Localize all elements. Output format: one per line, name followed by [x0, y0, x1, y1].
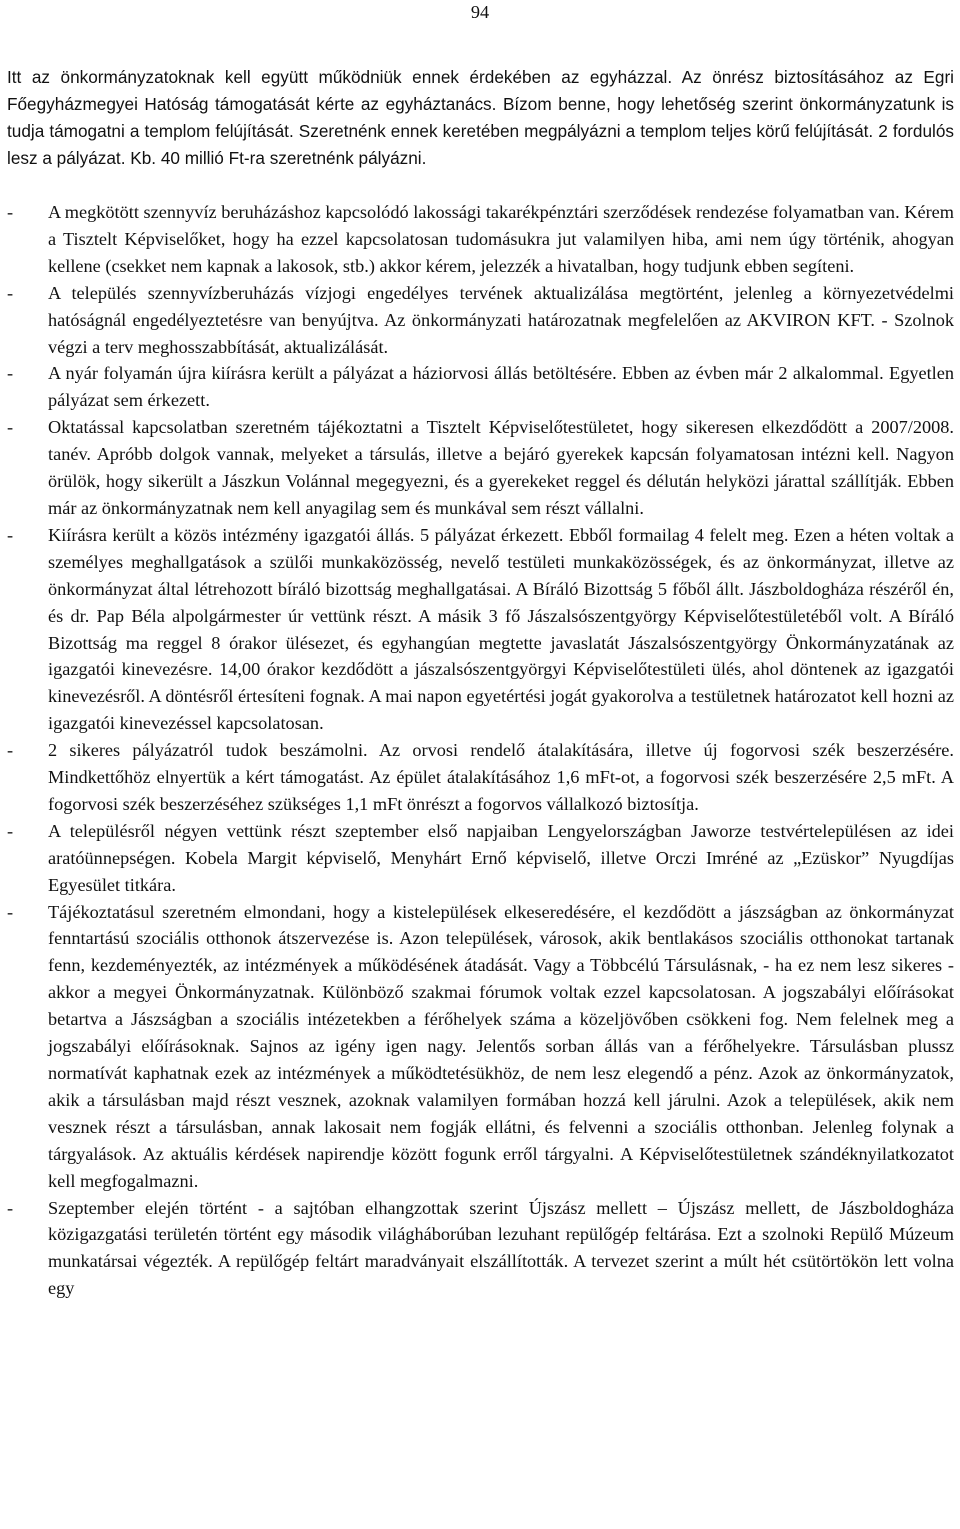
- list-item: [7, 280, 954, 361]
- list-item: [7, 414, 954, 522]
- list-item-text: A nyár folyamán újra kiírásra került a pályázat a háziorvosi állás betöltésére. Ebben az évben már 2 alkalommal. Egyetlen pályázat sem érkezett.: [48, 363, 954, 411]
- list-item-text: Kiírásra került a közös intézmény igazgatói állás. 5 pályázat érkezett. Ebből formailag 4 felelt meg. Ezen a héten voltak a személyes meghallgatások a szülői munkaközösség, nevelő testületi munkaközösségek, és az önkormányzat, illetve az önkormányzat által létrehozott bíráló bizottság meghallgatásai. A Bíráló Bizottság 5 főből állt. Jászboldogháza részéről én, és dr. Pap Béla alpolgármester úr vettünk részt. A másik 3 fő Jászalsószentgyörgy Képviselőtestületéből volt. A Bíráló Bizottság ma reggel 8 órakor ülésezet, és egyhangúan megtette javaslatát Jászalsószentgyörgy Önkormányzatának az igazgatói kinevezésre. 14,00 órakor kezdődött a jászalsószentgyörgyi Képviselőtestületi ülés, ahol döntenek az igazgatói kinevezésről. A döntésről értesíteni fognak. A mai napon egyetértési jogát gyakorolva a testületnek határozatot kell hozni az igazgatói kinevezéssel kapcsolatosan.: [48, 524, 954, 734]
- bullet-dash: -: [7, 524, 14, 545]
- bullet-dash: -: [7, 417, 14, 438]
- list-item: [7, 199, 954, 280]
- bullet-dash: -: [7, 901, 14, 922]
- list-item-text: A település szennyvízberuházás vízjogi engedélyes tervének aktualizálása megtörtént, jelenleg a környezetvédelmi hatóságnál engedélyeztetésre van benyújtva. Az önkormányzati határozatnak megfelelően az AKVIRON KFT. - Szolnok végzi a terv meghosszabbítását, aktualizálását.: [48, 282, 954, 357]
- list-item: [7, 899, 954, 1195]
- list-item: [7, 360, 954, 414]
- bullet-dash: -: [7, 363, 14, 384]
- list-item-text: 2 sikeres pályázatról tudok beszámolni. Az orvosi rendelő átalakítására, illetve új fogorvosi szék beszerzésére. Mindkettőhöz elnyertük a kért támogatást. Az épület átalakításához 1,6 mFt-ot, a fogorvosi szék beszerzésére 2,5 mFt. A fogorvosi szék beszerzéséhez szükséges 1,1 mFt önrészt a fogorvos vállalkozó biztosítja.: [48, 740, 954, 814]
- list-item: [7, 522, 954, 737]
- bullet-dash: -: [7, 1197, 14, 1218]
- list-item-text: Szeptember elején történt - a sajtóban elhangzottak szerint Újszász mellett – Újszász mellett, de Jászboldogháza közigazgatási területén történt egy második világháborúban lezuhant repülőgép feltárása. Ezt a szolnoki Repülő Múzeum munkatársai végezték. A repülőgép feltárt maradványait elszállították. A tervezet szerint a múlt hét csütörtökön lett volna egy: [48, 1197, 954, 1299]
- bullet-dash: -: [7, 282, 14, 303]
- bullet-dash: -: [7, 820, 14, 841]
- list-item-text: Oktatással kapcsolatban szeretném tájékoztatni a Tisztelt Képviselőtestületet, hogy sikeresen elkezdődött a 2007/2008. tanév. Apróbb dolgok vannak, melyeket a társulás, illetve a bejáró gyerekek kapcsán folyamatosan intézni kell. Nagyon örülök, hogy sikerült a Jászkun Volánnal megegyezni, és a gyerekeket reggel és délután helyközi járattal szállítják. Ebben már az önkormányzatnak nem kell anyagilag sem és munkával sem részt vállalni.: [48, 417, 954, 518]
- list-item: [7, 818, 954, 899]
- list-item-text: Tájékoztatásul szeretném elmondani, hogy a kistelepülések elkeseredésére, el kezdődött a jászságban az önkormányzat fenntartású szociális otthonok átszervezése is. Azon települések, városok, akik bentlakásos szociális otthonokat tartanak fenn, kezdeményezték, az intézmények a működésének átadását. Vagy a Többcélú Társulásnak, - ha ez nem lesz sikeres - akkor a megyei Önkormányzatnak. Különböző szakmai fórumok voltak ezzel kapcsolatosan. A jogszabályi előírásokat betartva a Jászságban a szociális intézetekben a férőhelyek száma a közeljövőben csökkeni fog. Nem felelnek meg a jogszabályi előírásoknak. Sajnos az igény igen nagy. Jelentős sorban állás van a férőhelyekre. Társulásban plussz normatívát kaphatnak ezek az intézmények a működtetésükhöz, de nem lesz elegendő a pénz. Azok az önkormányzatok, akik a társulásban majd részt vesznek, azoknak valamilyen formában hozzá kell járulni. Azok a települések, akik nem vesznek részt a társulásban, annak lakosait nem fogják ellátni, és felvenni a szociális otthonban. Jelenleg folynak a tárgyalások. Az aktuális kérdések napirendje között fogunk erről tárgyalni. A Képviselőtestületnek szándéknyilatkozatot kell megfogalmazni.: [48, 901, 954, 1191]
- list-item-text: A településről négyen vettünk részt szeptember első napjaiban Lengyelországban Jaworze testvértelepülésen az idei aratóünnepségen. Kobela Margit képviselő, Menyhárt Ernő képviselő, illetve Orczi Imréné az „Ezüskor” Nyugdíjas Egyesület titkára.: [48, 820, 954, 895]
- bullet-list: [7, 199, 954, 1302]
- list-item: [7, 1195, 954, 1303]
- list-item: [7, 737, 954, 818]
- bullet-dash: -: [7, 740, 14, 761]
- intro-paragraph: Itt az önkormányzatoknak kell együtt működniük ennek érdekében az egyházzal. Az önrész biztosításához az Egri Főegyházmegyei Hatóság támogatását kérte az egyháztanács. Bízom benne, hogy lehetőség szerint önkormányzatunk is tudja támogatni a templom felújítását. Szeretnénk ennek keretében megpályázni a templom teljes körű felújítását. 2 fordulós lesz a pályázat. Kb. 40 millió Ft-ra szeretnénk pályázni.: [7, 67, 954, 168]
- page-number: 94: [470, 2, 490, 22]
- list-item-text: A megkötött szennyvíz beruházáshoz kapcsolódó lakossági takarékpénztári szerződések rendezése folyamatban van. Kérem a Tisztelt Képviselőket, hogy ha ezzel kapcsolatosan tudomásukra jut valamilyen hiba, ami nem úgy történik, ahogyan kellene (csekket nem kapnak a lakosok, stb.) akkor kérem, jelezzék a hivatalban, hogy tudjunk ebben segíteni.: [48, 202, 954, 276]
- bullet-dash: -: [7, 202, 14, 222]
